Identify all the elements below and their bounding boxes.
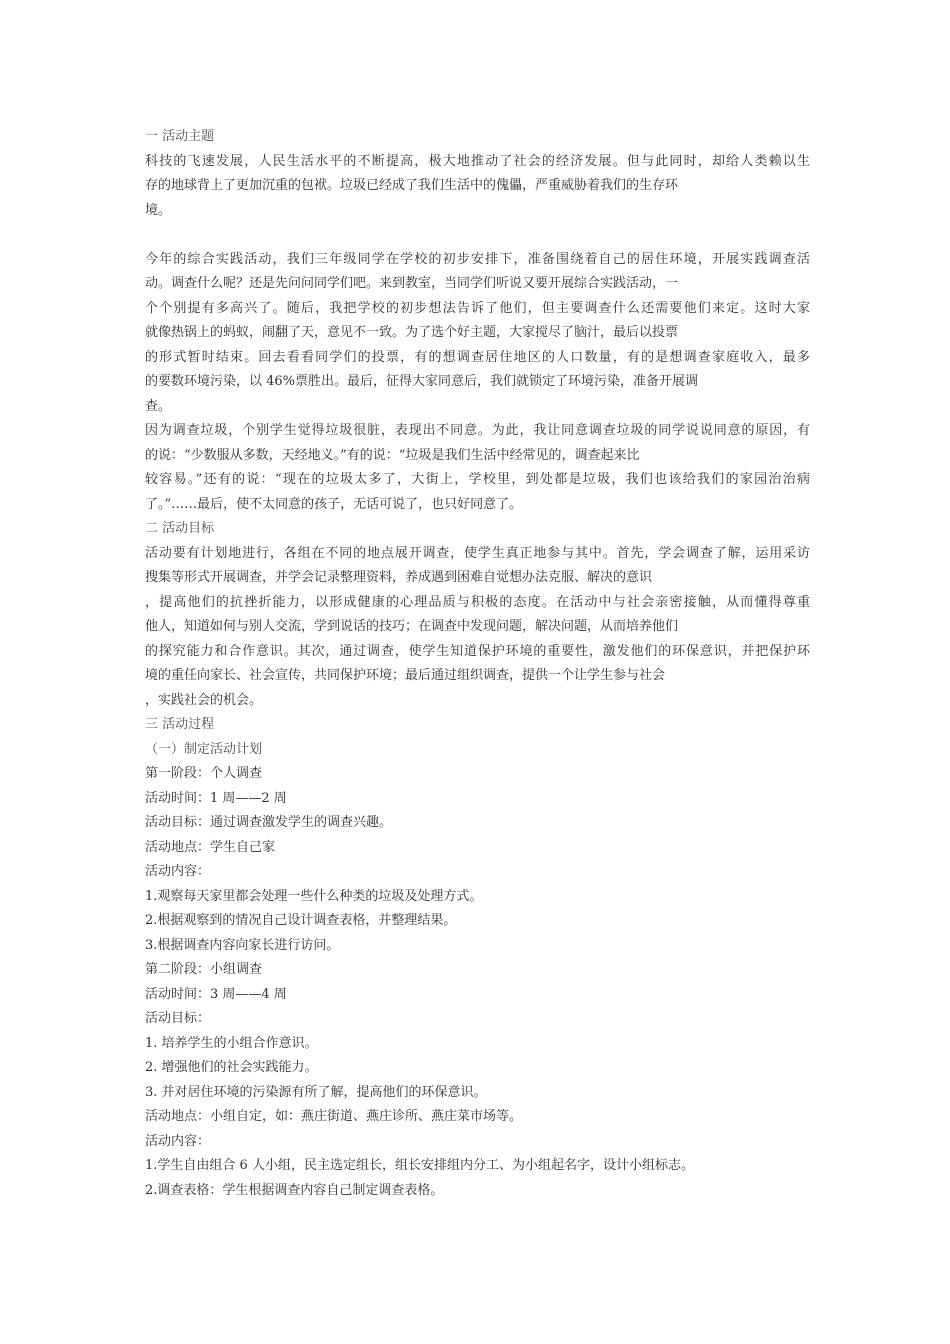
paragraph-line: 动。调查什么呢？还是先问问同学们吧。来到教室，当同学们听说又要开展综合实践活动，一: [145, 276, 679, 291]
paragraph-line: 的说：“少数服从多数，天经地义。”有的说：“垃圾是我们生活中经常见的，调查起来比: [145, 447, 640, 463]
paragraph-line: 就像热锅上的蚂蚁，闹翻了天，意见不一致。为了选个好主题，大家搅尽了脑汁，最后以投票: [145, 325, 679, 340]
paragraph-line: 的形式暂时结束。回去看看同学们的投票，有的想调查居住地区的人口数量，有的是想调查家庭收入，最多: [145, 349, 810, 365]
paragraph-line: 存的地球背上了更加沉重的包袱。垃圾已经成了我们生活中的傀儡，严重威胁着我们的生存环: [145, 178, 679, 193]
paragraph-line: 搜集等形式开展调查，并学会记录整理资料，养成遇到困难自觉想办法克服、解决的意识: [145, 570, 653, 585]
stage-time: 活动时间：1 周——2 周: [145, 790, 287, 806]
paragraph-line: 活动要有计划地进行，各组在不同的地点展开调查，使学生真正地参与其中。首先，学会调查了解，运用采访: [145, 545, 810, 561]
list-item: 1. 培养学生的小组合作意识。: [145, 1035, 318, 1051]
paragraph-line: 个个别提有多高兴了。随后，我把学校的初步想法告诉了他们，但主要调查什么还需要他们来定。这时大家: [145, 300, 810, 316]
paragraph-line: 较容易。”还有的说：“现在的垃圾太多了，大街上，学校里，到处都是垃圾，我们也该给我们的家园治治病: [145, 472, 810, 487]
list-item: 1.学生自由组合 6 人小组，民主选定组长，组长安排组内分工、为小组起名字，设计小组标志。: [145, 1158, 694, 1173]
document-body: [145, 125, 810, 1203]
paragraph-line: 的探究能力和合作意识。其次，通过调查，使学生知道保护环境的重要性，激发他们的环保意识，并把保护环: [145, 643, 810, 659]
paragraph-line: 境。: [145, 202, 172, 218]
subsection-heading-plan: （一）制定活动计划: [145, 741, 263, 757]
stage-content-label: 活动内容：: [145, 864, 211, 879]
paragraph-line: 的要数环境污染，以 46%票胜出。最后，征得大家同意后，我们就锁定了环境污染，准备开展调: [145, 374, 699, 389]
paragraph-line: ，提高他们的抗挫折能力，以形成健康的心理品质与积极的态度。在活动中与社会亲密接触，从而懂得尊重: [145, 594, 810, 610]
paragraph-line: 科技的飞速发展，人民生活水平的不断提高，极大地推动了社会的经济发展。但与此同时，却给人类赖以生: [145, 153, 810, 169]
paragraph-line: 他人，知道如何与别人交流，学到说话的技巧；在调查中发现问题，解决问题，从而培养他们: [145, 619, 679, 634]
list-item: 3. 并对居住环境的污染源有所了解，提高他们的环保意识。: [145, 1084, 487, 1100]
stage-goal: 活动目标：通过调查激发学生的调查兴趣。: [145, 815, 393, 830]
paragraph-line: 查。: [145, 398, 172, 414]
stage-title: 第一阶段：个人调查: [145, 766, 263, 781]
paragraph-line: ，实践社会的机会。: [145, 692, 263, 708]
section-heading-goals: 二 活动目标: [145, 521, 215, 536]
list-item: 2. 增强他们的社会实践能力。: [145, 1060, 318, 1075]
section-heading-process: 三 活动过程: [145, 717, 215, 732]
paragraph-gap: [145, 223, 810, 248]
stage-title: 第二阶段：小组调查: [145, 962, 263, 977]
stage-place: 活动地点：小组自定，如：燕庄街道、燕庄诊所、燕庄菜市场等。: [145, 1109, 523, 1124]
paragraph-line: 今年的综合实践活动，我们三年级同学在学校的初步安排下，准备围绕着自己的居住环境，开展实践调查活: [145, 251, 810, 267]
stage-content-label: 活动内容：: [145, 1133, 211, 1149]
list-item: 2.根据观察到的情况自己设计调查表格，并整理结果。: [145, 913, 457, 928]
paragraph-line: 因为调查垃圾，个别学生觉得垃圾很脏，表现出不同意。为此，我让同意调查垃圾的同学说说同意的原因，有: [145, 423, 810, 438]
paragraph-line: 了。”……最后，使不太同意的孩子，无话可说了，也只好同意了。: [145, 496, 523, 512]
list-item: 2.调查表格：学生根据调查内容自己制定调查表格。: [145, 1182, 444, 1198]
stage-time: 活动时间：3 周——4 周: [145, 986, 287, 1002]
stage-place: 活动地点：学生自己家: [145, 839, 276, 855]
list-item: 3.根据调查内容向家长进行访问。: [145, 937, 340, 953]
paragraph-line: 境的重任向家长、社会宣传，共同保护环境；最后通过组织调查，提供一个让学生参与社会: [145, 668, 666, 683]
section-heading-theme: 一 活动主题: [145, 129, 215, 144]
stage-goal-label: 活动目标：: [145, 1011, 211, 1026]
list-item: 1.观察每天家里都会处理一些什么种类的垃圾及处理方式。: [145, 888, 483, 904]
